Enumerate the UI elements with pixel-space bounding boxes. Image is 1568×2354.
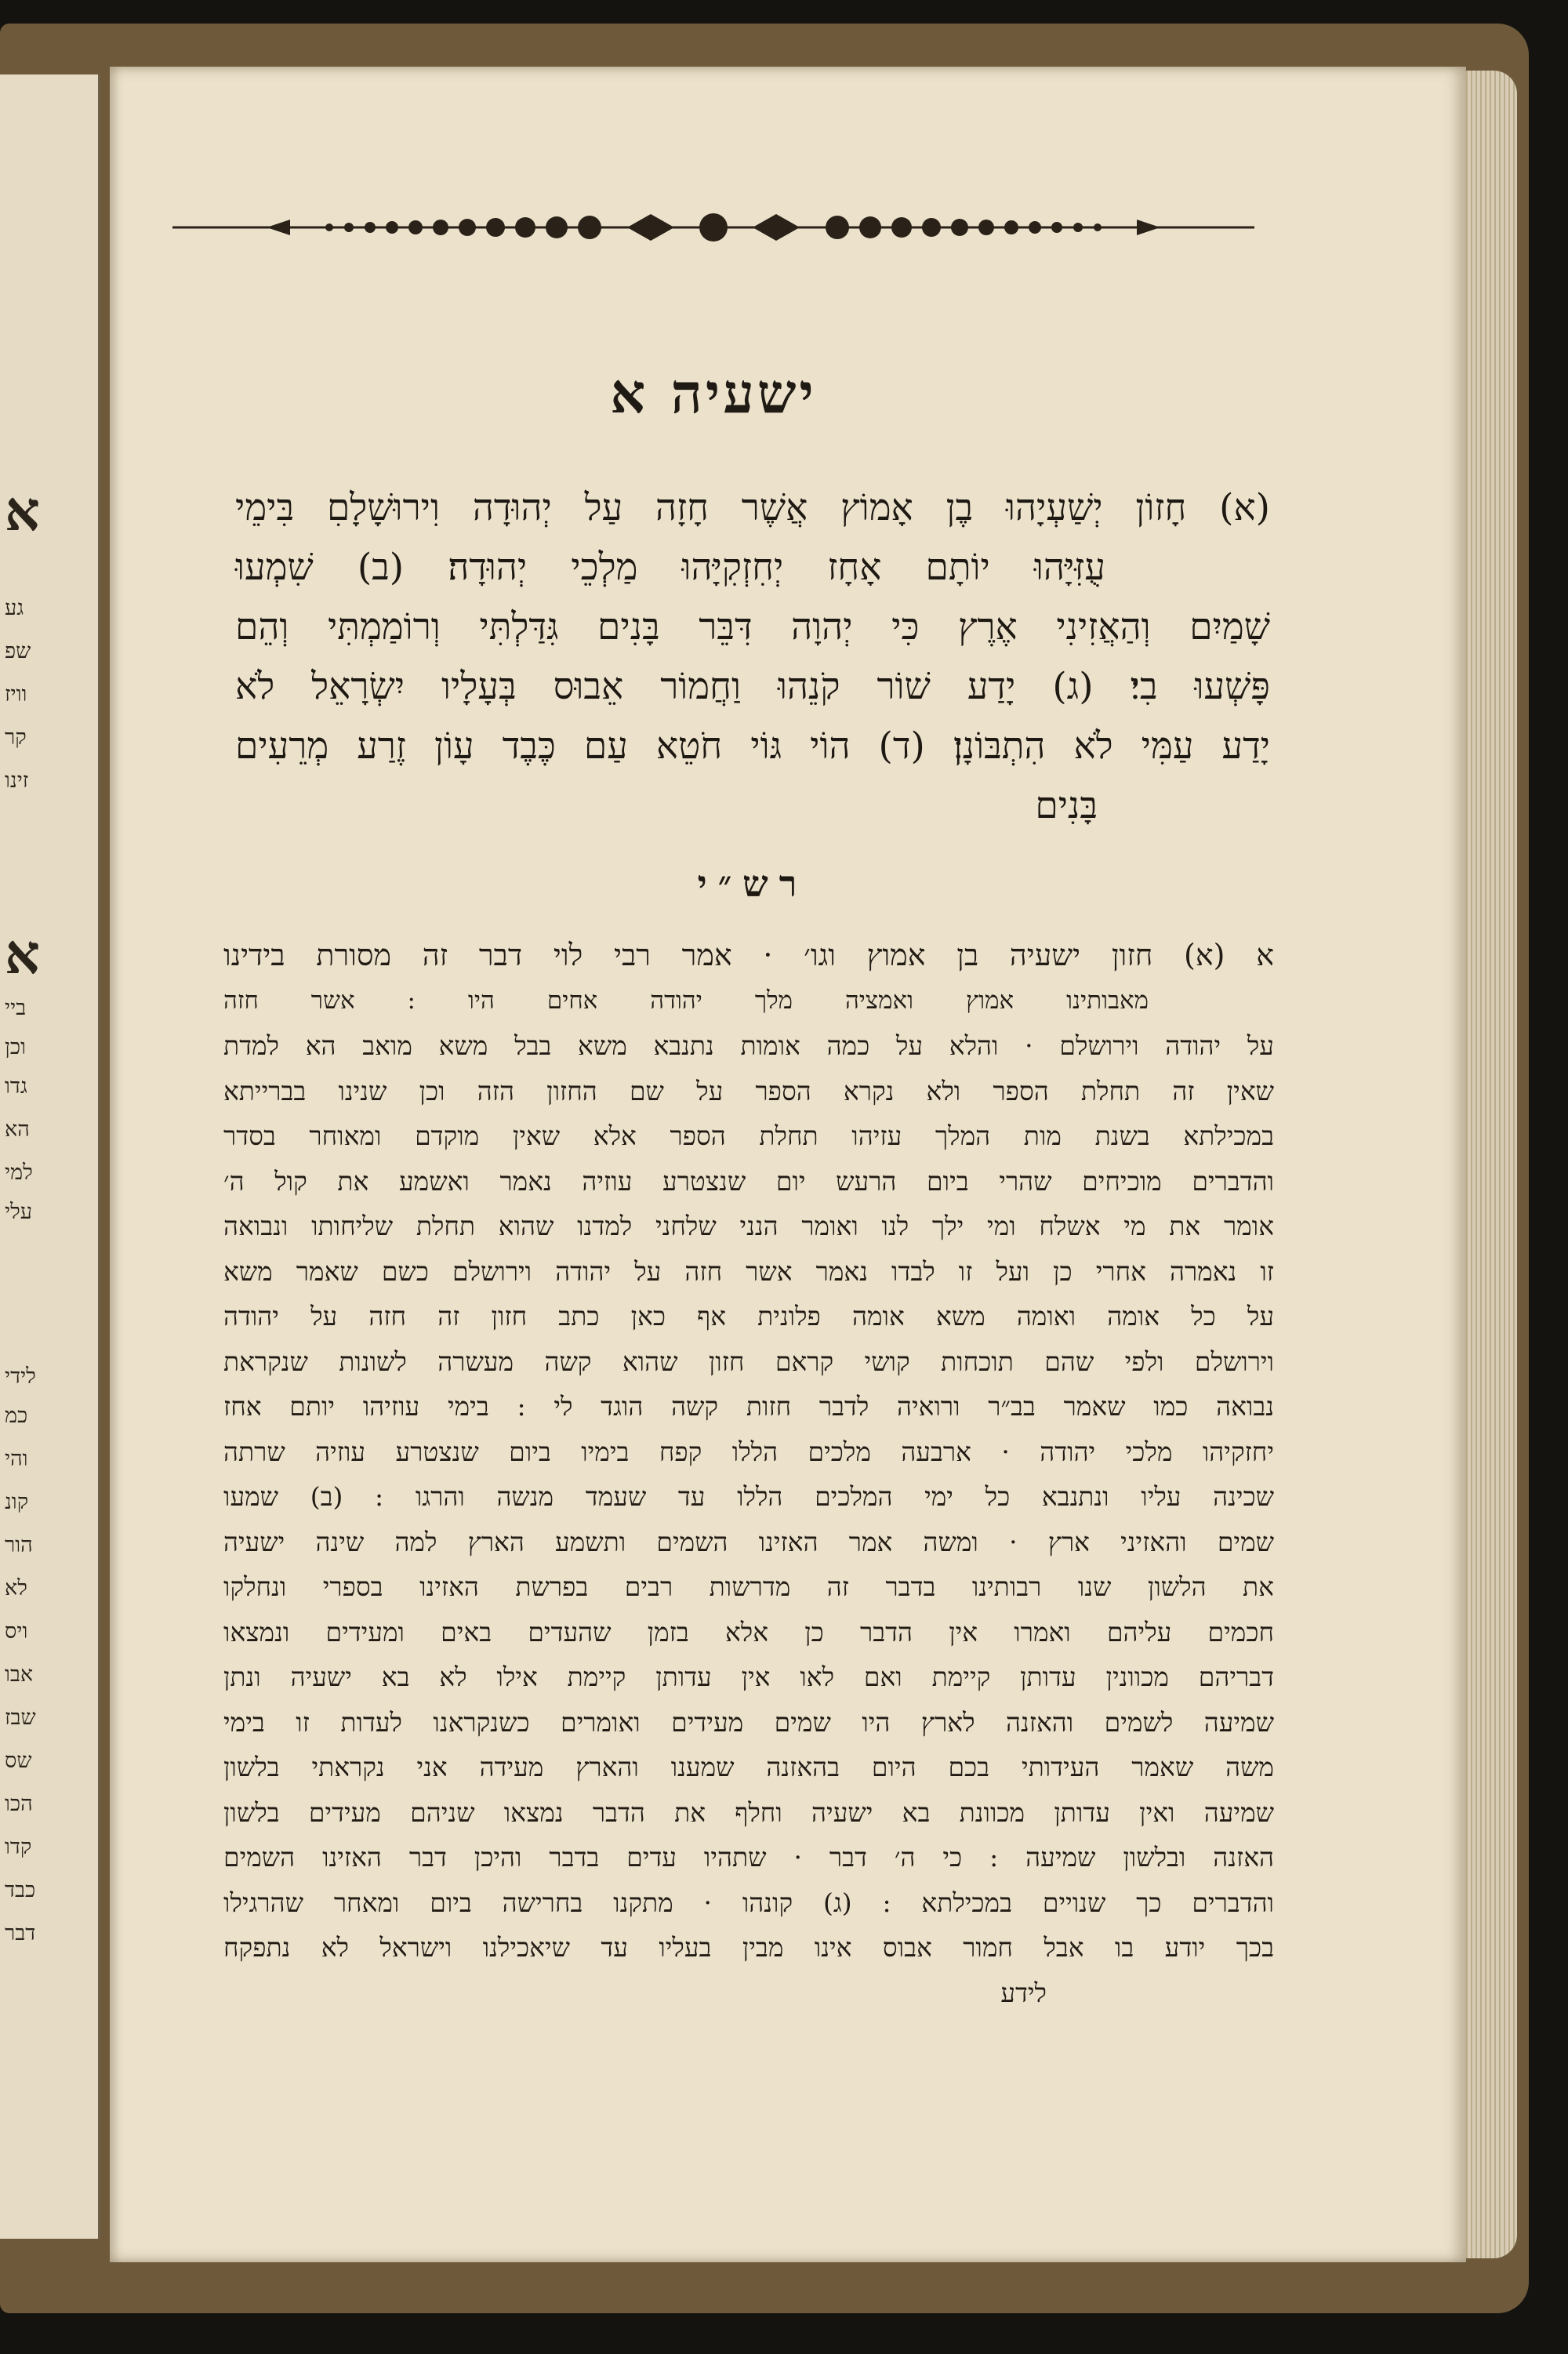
left-page-fragment: הכו: [5, 1792, 33, 1816]
verse-line: פָּשְׁעוּ בִי׃ (ג) יָדַע שׁוֹר קֹנֵהוּ וַחֲמוֹר אֵבוּס בְּעָלָיו יִשְׂרָאֵל לֹא: [235, 665, 1270, 708]
commentary-line: יחזקיהו מלכי יהודה · ארבעה מלכים הללו קפח בימיו ביום שנצטרע עוזיה שרתה: [223, 1436, 1274, 1467]
commentary-line: במכילתא בשנת מות המלך עזיהו תחלת הספר אלא שאין מוקדם ומאוחר בסדר: [223, 1121, 1274, 1151]
left-page-fragment: שפ: [5, 639, 31, 663]
left-page-fragment: א: [5, 921, 40, 986]
left-page-fragment: עלי: [5, 1200, 32, 1224]
left-page-fragment: כמ: [5, 1404, 28, 1428]
commentary-line: אומר את מי אשלח ומי ילך לנו ואומר הנני שלחני למדנו שהוא תחלת שליחותו ונבואה: [223, 1211, 1274, 1241]
commentary-line: וירושלם ולפי שהם תוכחות קושי קראם חזון שהוא קשה מעשרה לשונות שנקראת: [223, 1346, 1274, 1377]
commentary-line: בכך יודע בו אבל חמור אבוס אינו מבין בעליו עד שיאכילנו וישראל לא נתפקח: [223, 1932, 1274, 1963]
commentary-line: דבריהם מכוונין עדותן קיימת ואם לאו אין עדותן קיימת אילו לא בא ישעיה ונתן: [223, 1662, 1274, 1692]
verse-line: שָׁמַיִם וְהַאֲזִינִי אֶרֶץ כִּי יְהוָה דִּבֵּר בָּנִים גִּדַּלְתִּי וְרוֹמַמְתִּי וְהֵם: [235, 605, 1270, 648]
left-page-fragment: שס: [5, 1749, 32, 1773]
commentary-heading: רש״י: [697, 863, 808, 905]
left-page-fragment: לא: [5, 1576, 27, 1600]
left-page-fragment: גע: [5, 596, 24, 620]
left-page-fragment: שבז: [5, 1706, 36, 1730]
verse-line: (א) חָזוֹן יְשַׁעְיָהוּ בֶן אָמוֹץ אֲשֶׁר חָזָה עַל יְהוּדָה וִירוּשָׁלָםִ בִּימֵי: [235, 486, 1270, 529]
commentary-line: נבואה כמו שאמר בב״ר ורואיה לדבר חזות קשה הוגד לי : בימי עוזיהו יותם אחז: [223, 1391, 1274, 1422]
commentary-line: חכמים עליהם ואמרו אין הדבר כן אלא בזמן שהעדים באים ומעידים ונמצאו: [223, 1616, 1274, 1647]
commentary-line: זו נאמרה אחרי כן ועל זו לבדו נאמר אשר חזה על יהודה וירושלם כשם שאמר משא: [223, 1255, 1274, 1287]
commentary-line: שאין זה תחלת הספר ולא נקרא הספר על שם החזון הזה וכן שנינו בברייתא: [223, 1075, 1274, 1106]
page-edges: [1458, 71, 1517, 2258]
rashi-commentary: [223, 933, 1274, 2015]
commentary-line: והדברים מוכיחים שהרי ביום הרעש יום שנצטרע עוזיה נאמר ואשמע את קול ה׳: [223, 1165, 1274, 1197]
commentary-line: שכינה עליו ונתנבא כל ימי המלכים הללו עד שעמד מנשה והרגו : (ב) שמעו: [223, 1481, 1274, 1512]
ornament-divider-icon: [172, 208, 1254, 247]
left-page-fragment: ויס: [5, 1619, 28, 1644]
left-page-fragment: דבר: [5, 1921, 36, 1945]
commentary-line: והדברים כך שנויים במכילתא : (ג) קונהו · מתקנו בחרישה ביום ומאחר שהרגילו: [223, 1887, 1274, 1918]
verse-line: יָדַע עַמִּי לֹא הִתְבּוֹנָן׃ (ד) הוֹי גּוֹי חֹטֵא עַם כֶּבֶד עָוֹן זֶרַע מְרֵעִים: [235, 725, 1270, 768]
left-page-fragment: א: [5, 478, 40, 543]
commentary-line: מאבותינו אמוץ ואמציה מלך יהודה אחים היו : אשר חזה: [223, 986, 1149, 1015]
commentary-line: שמיעה לשמים והאזנה לארץ היו שמים מעידים ואומרים כשנקראנו לעדות זו בימי: [223, 1706, 1274, 1738]
commentary-line: על כל אומה ואומה משא אומה פלונית אף כאן כתב חזון זה חזה על יהודה: [223, 1301, 1274, 1331]
left-page-fragment: קונ: [5, 1490, 29, 1514]
commentary-line: את הלשון שנו רבותינו בדבר זה מדרשות רבים בפרשת האזינו בספרי ונחלקו: [223, 1571, 1274, 1602]
left-page-fragment: למי: [5, 1161, 33, 1185]
left-page-fragment: זינו: [5, 768, 29, 793]
left-page-fragment: לידי: [5, 1364, 36, 1389]
commentary-line: שמיעה ואין עדותן מכוונת בא ישעיה וחלף את הדבר נמצאו שניהם מעידים בלשון: [223, 1796, 1274, 1828]
left-page-fragment: והי: [5, 1447, 28, 1471]
left-page-fragment: קר: [5, 725, 27, 750]
left-page-fragment: ביי: [5, 996, 27, 1020]
commentary-line: על יהודה וירושלם · והלא על כמה אומות נתנבא משא בבל משא מואב הא למדת: [223, 1030, 1274, 1061]
commentary-line: האזנה ובלשון שמיעה : כי ה׳ דבר · שתהיו עדים בדבר והיכן דבר האזינו השמים: [223, 1842, 1274, 1873]
verse-line: בָּנִים: [1035, 784, 1098, 827]
left-page-fragment: וויז: [5, 682, 27, 707]
left-page-fragment: כבד: [5, 1878, 36, 1902]
left-page-fragment: וכן: [5, 1035, 26, 1059]
previous-page: [0, 74, 100, 2239]
left-page-fragment: הא: [5, 1117, 30, 1142]
left-page-fragment: קדו: [5, 1835, 32, 1859]
commentary-line: שמים והאזיני ארץ · ומשה אמר האזינו השמים ותשמע הארץ למה שינה ישעיה: [223, 1526, 1274, 1557]
left-page-fragment: גדו: [5, 1074, 27, 1099]
chapter-title: ישעיה א: [610, 361, 817, 426]
commentary-line: א (א) חזון ישעיה בן אמוץ וגו׳ · אמר רבי לוי דבר זה מסורת בידינו: [223, 938, 1274, 972]
commentary-line: משה שאמר העידותי בכם היום בהאזנה שמענו והארץ מעידה אני נקראתי בלשון: [223, 1752, 1274, 1782]
left-page-fragment: הור: [5, 1533, 33, 1557]
left-page-fragment: אבו: [5, 1662, 34, 1687]
verse-line: עֻזִּיָּהוּ יוֹתָם אָחָז יְחִזְקִיָּהוּ מַלְכֵי יְהוּדָה׃ (ב) שִׁמְעוּ: [235, 546, 1105, 589]
biblical-text: [235, 478, 1270, 836]
commentary-line: לידע: [1000, 1977, 1047, 2008]
